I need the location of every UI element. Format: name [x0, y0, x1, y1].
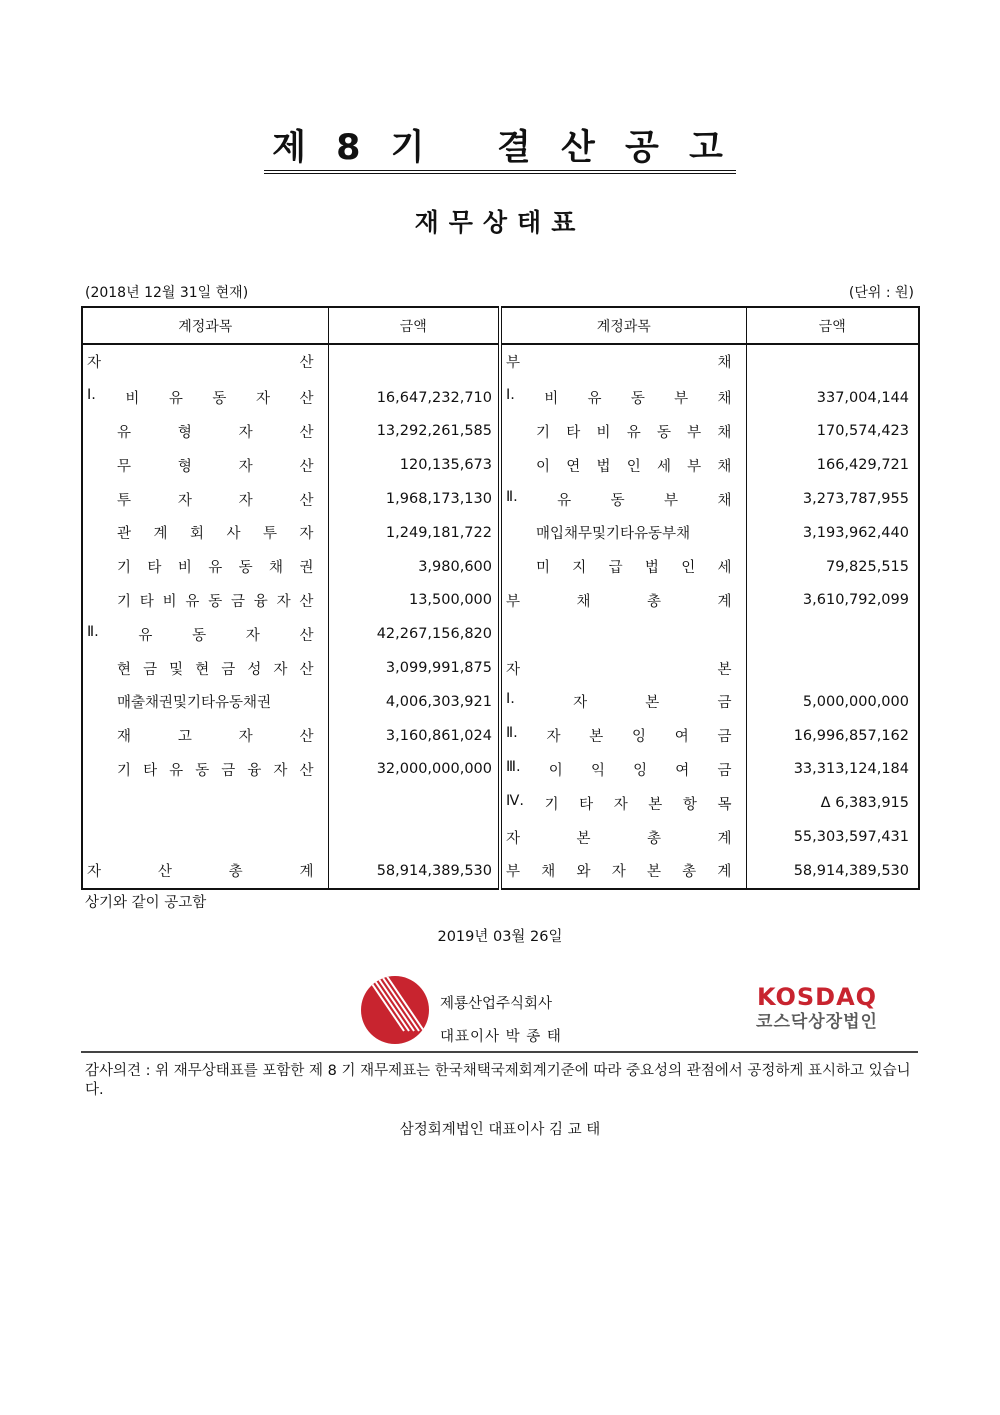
account-label-part: 자 — [238, 458, 253, 475]
account-label-part: 채 — [717, 458, 732, 475]
account-label-part: 본 — [717, 661, 732, 678]
asset-account-cell — [82, 516, 328, 550]
liability-equity-amount-cell — [746, 617, 919, 651]
account-label-part: 사 — [226, 526, 241, 543]
account-label-part: 세 — [656, 458, 671, 475]
liability-equity-account-cell — [500, 685, 746, 719]
asset-account-cell — [82, 786, 328, 820]
account-label-part: 회 — [189, 526, 204, 543]
account-label-part: 관 — [117, 526, 132, 543]
liability-equity-amount-cell — [746, 651, 919, 685]
table-row — [82, 651, 919, 685]
asset-account-cell — [82, 820, 328, 854]
account-label-part: 자 — [87, 355, 102, 372]
account-label-part: 본 — [645, 695, 660, 712]
table-row — [82, 584, 919, 618]
account-label — [502, 860, 746, 881]
asset-amount-cell: 58,914,389,530 — [328, 854, 500, 889]
account-label-part: 채 — [717, 355, 732, 372]
kosdaq-brand: KOSDAQ — [756, 983, 878, 1011]
account-label-part: 계 — [299, 864, 314, 881]
account-label-part: 동 — [195, 762, 210, 779]
account-label-part: 총 — [646, 830, 661, 847]
account-label-part: 비 — [125, 391, 140, 408]
report-date: 2019년 03월 26일 — [437, 929, 563, 945]
account-label-part: 채 — [717, 391, 732, 408]
account-label — [502, 455, 746, 476]
account-label — [83, 522, 328, 543]
account-label-part: 투 — [262, 526, 277, 543]
asset-amount-cell: 13,500,000 — [328, 584, 500, 618]
asset-account-cell — [82, 415, 328, 449]
asset-account-cell — [82, 550, 328, 584]
account-label-part: 유 — [557, 492, 572, 509]
account-label-part: 비 — [162, 593, 177, 610]
account-label-part: 자 — [87, 864, 102, 881]
account-label-part: 형 — [177, 458, 192, 475]
account-label — [83, 556, 328, 577]
account-label — [83, 489, 328, 510]
account-label-part: 부 — [664, 492, 679, 509]
account-label-part: 산 — [299, 391, 314, 408]
account-label-part: 동 — [656, 424, 671, 441]
account-label-part: 채 — [541, 864, 556, 881]
liability-equity-amount-cell: 337,004,144 — [746, 379, 919, 415]
account-label-part: 본 — [576, 830, 591, 847]
account-label-part: 유 — [169, 762, 184, 779]
account-label-part: 자 — [273, 762, 288, 779]
asset-amount-cell: 3,099,991,875 — [328, 651, 500, 685]
liability-equity-amount-cell: 3,273,787,955 — [746, 482, 919, 516]
divider — [81, 1051, 918, 1053]
liability-equity-amount-cell: 3,610,792,099 — [746, 584, 919, 618]
table-row — [82, 753, 919, 787]
account-label — [502, 691, 746, 712]
account-label-part: 자 — [613, 796, 628, 813]
asset-amount-cell: 4,006,303,921 — [328, 685, 500, 719]
ceo-name: 대표이사 박 종 태 — [440, 1029, 562, 1045]
account-label-part: Ⅰ. — [87, 387, 96, 404]
table-row — [82, 344, 919, 379]
account-label-part: 산 — [157, 864, 172, 881]
liability-equity-amount-cell: 16,996,857,162 — [746, 719, 919, 753]
account-label-part: 급 — [608, 560, 623, 577]
account-label-part: 본 — [589, 729, 604, 746]
asset-account-cell — [82, 617, 328, 651]
account-label-part: 잉 — [631, 729, 646, 746]
table-row — [82, 617, 919, 651]
account-label-part: 융 — [253, 593, 268, 610]
account-label-part: 산 — [299, 458, 314, 475]
account-label-part: 자 — [611, 864, 626, 881]
account-label-part: 자 — [273, 661, 288, 678]
header-amount-left: 금액 — [328, 307, 500, 344]
account-label-part: 여 — [675, 762, 690, 779]
account-label — [502, 759, 746, 780]
account-label-part: 금 — [717, 729, 732, 746]
as-of-date: (2018년 12월 31일 현재) — [85, 285, 249, 301]
account-label — [83, 455, 328, 476]
account-label-part: 금 — [221, 661, 236, 678]
liability-equity-amount-cell: 5,000,000,000 — [746, 685, 919, 719]
account-label — [83, 658, 328, 679]
account-label — [502, 421, 746, 442]
liability-equity-amount-cell: 55,303,597,431 — [746, 820, 919, 854]
account-label-part: 법 — [644, 560, 659, 577]
account-label — [502, 387, 746, 408]
account-label-part: 타 — [147, 560, 162, 577]
account-label-part: Ⅱ. — [506, 725, 518, 742]
company-name: 제룡산업주식회사 — [440, 996, 553, 1012]
asset-amount-cell: 120,135,673 — [328, 448, 500, 482]
account-label-part: 타 — [143, 762, 158, 779]
asset-amount-cell — [328, 786, 500, 820]
account-label-part: 매입채무및기타유동부채 — [536, 526, 691, 543]
asset-account-cell — [82, 753, 328, 787]
asset-amount-cell: 3,160,861,024 — [328, 719, 500, 753]
account-label-part: 유 — [587, 391, 602, 408]
account-label-part: 자 — [245, 627, 260, 644]
asset-amount-cell: 1,249,181,722 — [328, 516, 500, 550]
account-label-part: 계 — [717, 864, 732, 881]
account-label-part: 산 — [299, 593, 314, 610]
asset-amount-cell: 32,000,000,000 — [328, 753, 500, 787]
company-logo-icon — [360, 975, 430, 1045]
table-row — [82, 415, 919, 449]
account-label-part: 유 — [208, 560, 223, 577]
account-label-part: 본 — [646, 864, 661, 881]
liability-equity-account-cell — [500, 719, 746, 753]
account-label-part: 연 — [566, 458, 581, 475]
liability-equity-account-cell — [500, 651, 746, 685]
account-label-part: 부 — [506, 864, 521, 881]
asset-account-cell — [82, 854, 328, 889]
account-label — [83, 860, 328, 881]
account-label-part: 동 — [630, 391, 645, 408]
account-label-part: 산 — [299, 729, 314, 746]
account-label-part: 부 — [687, 424, 702, 441]
account-label-part: 지 — [572, 560, 587, 577]
table-row — [82, 786, 919, 820]
account-label-part: 채 — [717, 424, 732, 441]
account-label-part: 타 — [566, 424, 581, 441]
account-label-part: 목 — [717, 796, 732, 813]
liability-equity-amount-cell: Δ 6,383,915 — [746, 786, 919, 820]
account-label-part: 유 — [138, 627, 153, 644]
account-label-part: 융 — [247, 762, 262, 779]
account-label-part: 산 — [299, 424, 314, 441]
account-label-part: 미 — [536, 560, 551, 577]
asset-account-cell — [82, 584, 328, 618]
account-label-part: 유 — [626, 424, 641, 441]
account-label-part: 금 — [230, 593, 245, 610]
asset-amount-cell — [328, 344, 500, 379]
account-label-part: 타 — [579, 796, 594, 813]
account-label-part: 계 — [153, 526, 168, 543]
table-row — [82, 448, 919, 482]
account-label — [83, 351, 328, 372]
account-label-part: 유 — [185, 593, 200, 610]
account-label-part: 산 — [299, 492, 314, 509]
asset-account-cell — [82, 344, 328, 379]
account-label-part: 자 — [238, 729, 253, 746]
account-label-part: 채 — [576, 593, 591, 610]
table-header-row — [82, 307, 919, 344]
account-label-part: 금 — [143, 661, 158, 678]
account-label-part: 자 — [255, 391, 270, 408]
account-label-part: 기 — [117, 593, 132, 610]
account-label-part: 자 — [506, 830, 521, 847]
header-account-left: 계정과목 — [82, 307, 328, 344]
account-label — [83, 387, 328, 408]
account-label-part: 이 — [536, 458, 551, 475]
table-row — [82, 516, 919, 550]
account-label-part: 자 — [506, 661, 521, 678]
account-label-part: 계 — [717, 593, 732, 610]
account-label-part: 법 — [596, 458, 611, 475]
liability-equity-account-cell — [500, 516, 746, 550]
account-label-part: 부 — [687, 458, 702, 475]
asset-amount-cell — [328, 820, 500, 854]
liability-equity-amount-cell — [746, 344, 919, 379]
account-label-part: 채 — [269, 560, 284, 577]
account-label-part: 이 — [548, 762, 563, 779]
account-label-part: 총 — [682, 864, 697, 881]
account-label-part: 총 — [646, 593, 661, 610]
liability-equity-account-cell — [500, 344, 746, 379]
table-row — [82, 685, 919, 719]
table-row — [82, 854, 919, 889]
account-label-part: 인 — [681, 560, 696, 577]
account-label-part: Ⅲ. — [506, 758, 521, 775]
account-label-part: 잉 — [633, 762, 648, 779]
asset-account-cell — [82, 482, 328, 516]
account-label-part: 와 — [576, 864, 591, 881]
account-label-part: 기 — [536, 424, 551, 441]
asset-amount-cell: 16,647,232,710 — [328, 379, 500, 415]
asset-account-cell — [82, 719, 328, 753]
asset-account-cell — [82, 379, 328, 415]
header-amount-right: 금액 — [746, 307, 919, 344]
account-label-part: 산 — [299, 627, 314, 644]
account-label-part: 세 — [717, 560, 732, 577]
account-label-part: Ⅳ. — [506, 792, 524, 809]
account-label-part: 비 — [177, 560, 192, 577]
account-label-part: 부 — [674, 391, 689, 408]
account-label-part: 무 — [117, 458, 132, 475]
account-label-part: 현 — [117, 661, 132, 678]
account-label-part: 계 — [717, 830, 732, 847]
account-label — [502, 658, 746, 679]
liability-equity-account-cell — [500, 550, 746, 584]
account-label-part: 매출채권및기타유동채권 — [117, 695, 272, 712]
account-label-part: 자 — [546, 729, 561, 746]
balance-sheet-table — [81, 306, 920, 890]
liability-equity-amount-cell: 58,914,389,530 — [746, 854, 919, 889]
table-row — [82, 379, 919, 415]
account-label — [502, 590, 746, 611]
account-label-part: 산 — [299, 355, 314, 372]
account-label — [83, 725, 328, 746]
header-account-right: 계정과목 — [500, 307, 746, 344]
account-label — [83, 421, 328, 442]
account-label-part: 여 — [674, 729, 689, 746]
account-label — [502, 827, 746, 848]
account-label-part: 고 — [177, 729, 192, 746]
currency-unit: (단위 : 원) — [848, 285, 914, 301]
account-label-part: Ⅱ. — [87, 623, 99, 640]
account-label-part: 자 — [276, 593, 291, 610]
account-label — [83, 590, 328, 611]
asset-amount-cell: 3,980,600 — [328, 550, 500, 584]
table-row — [82, 482, 919, 516]
account-label — [502, 793, 746, 814]
account-label-part: 부 — [506, 593, 521, 610]
account-label-part: 동 — [238, 560, 253, 577]
liability-equity-account-cell — [500, 482, 746, 516]
account-label-part: 금 — [221, 762, 236, 779]
account-label-part: 자 — [177, 492, 192, 509]
liability-equity-account-cell — [500, 448, 746, 482]
liability-equity-account-cell — [500, 617, 746, 651]
account-label-part: 타 — [139, 593, 154, 610]
account-label — [83, 624, 328, 645]
account-label-part: 재 — [117, 729, 132, 746]
account-label-part: 산 — [299, 661, 314, 678]
account-label-part: 자 — [238, 424, 253, 441]
account-label-part: 기 — [117, 560, 132, 577]
kosdaq-logo — [752, 983, 882, 1033]
account-label-part: 동 — [192, 627, 207, 644]
asset-account-cell — [82, 651, 328, 685]
asset-amount-cell: 1,968,173,130 — [328, 482, 500, 516]
account-label — [83, 759, 328, 780]
account-label — [502, 489, 746, 510]
account-label-part: 금 — [717, 695, 732, 712]
table-row — [82, 550, 919, 584]
account-label-part: 본 — [648, 796, 663, 813]
account-label-part: 익 — [590, 762, 605, 779]
liability-equity-account-cell — [500, 854, 746, 889]
liability-equity-amount-cell: 166,429,721 — [746, 448, 919, 482]
account-label-part: Ⅰ. — [506, 691, 515, 708]
liability-equity-account-cell — [500, 379, 746, 415]
liability-equity-account-cell — [500, 820, 746, 854]
account-label-part: 항 — [682, 796, 697, 813]
account-label-part: 비 — [596, 424, 611, 441]
liability-equity-account-cell — [500, 786, 746, 820]
account-label-part: 권 — [299, 560, 314, 577]
account-label-part: 비 — [544, 391, 559, 408]
audit-opinion: 감사의견 : 위 재무상태표를 포함한 제 8 기 재무제표는 한국채택국제회계기준에 따라 중요성의 관점에서 공정하게 표시하고 있습니다. — [85, 1063, 911, 1098]
liability-equity-amount-cell: 3,193,962,440 — [746, 516, 919, 550]
liability-equity-account-cell — [500, 415, 746, 449]
statement-title: 재무상태표 — [414, 208, 586, 237]
liability-equity-account-cell — [500, 753, 746, 787]
liability-equity-amount-cell: 79,825,515 — [746, 550, 919, 584]
liability-equity-account-cell — [500, 584, 746, 618]
account-label-part: 및 — [169, 661, 184, 678]
account-label-part: 인 — [626, 458, 641, 475]
account-label — [502, 556, 746, 577]
account-label — [502, 351, 746, 372]
asset-account-cell — [82, 685, 328, 719]
announcement-note: 상기와 같이 공고함 — [85, 895, 207, 911]
account-label-part: 유 — [117, 424, 132, 441]
account-label — [502, 522, 746, 543]
account-label-part: 동 — [610, 492, 625, 509]
account-label-part: 형 — [177, 424, 192, 441]
auditor-signature: 삼정회계법인 대표이사 김 교 태 — [399, 1122, 601, 1138]
account-label-part: Ⅱ. — [506, 488, 518, 505]
liability-equity-amount-cell: 33,313,124,184 — [746, 753, 919, 787]
account-label-part: 채 — [717, 492, 732, 509]
liability-equity-amount-cell: 170,574,423 — [746, 415, 919, 449]
account-label-part: 금 — [717, 762, 732, 779]
asset-amount-cell: 13,292,261,585 — [328, 415, 500, 449]
account-label-part: 동 — [208, 593, 223, 610]
account-label-part: 자 — [238, 492, 253, 509]
table-row — [82, 820, 919, 854]
account-label-part: 자 — [573, 695, 588, 712]
table-row — [82, 719, 919, 753]
announcement-title: 제 8 기 결 산 공 고 — [0, 128, 1000, 174]
account-label-part: 자 — [299, 526, 314, 543]
account-label-part: 현 — [195, 661, 210, 678]
asset-amount-cell: 42,267,156,820 — [328, 617, 500, 651]
account-label — [83, 691, 328, 712]
account-label-part: 기 — [117, 762, 132, 779]
account-label-part: 부 — [506, 355, 521, 372]
account-label-part: 동 — [212, 391, 227, 408]
account-label-part: 기 — [544, 796, 559, 813]
account-label-part: 유 — [168, 391, 183, 408]
account-label — [502, 725, 746, 746]
account-label-part: 산 — [299, 762, 314, 779]
table-body — [82, 344, 919, 889]
kosdaq-listed-label: 코스닥상장법인 — [756, 1012, 878, 1032]
account-label-part: Ⅰ. — [506, 387, 515, 404]
asset-account-cell — [82, 448, 328, 482]
account-label-part: 성 — [247, 661, 262, 678]
account-label-part: 총 — [228, 864, 243, 881]
account-label-part: 투 — [117, 492, 132, 509]
